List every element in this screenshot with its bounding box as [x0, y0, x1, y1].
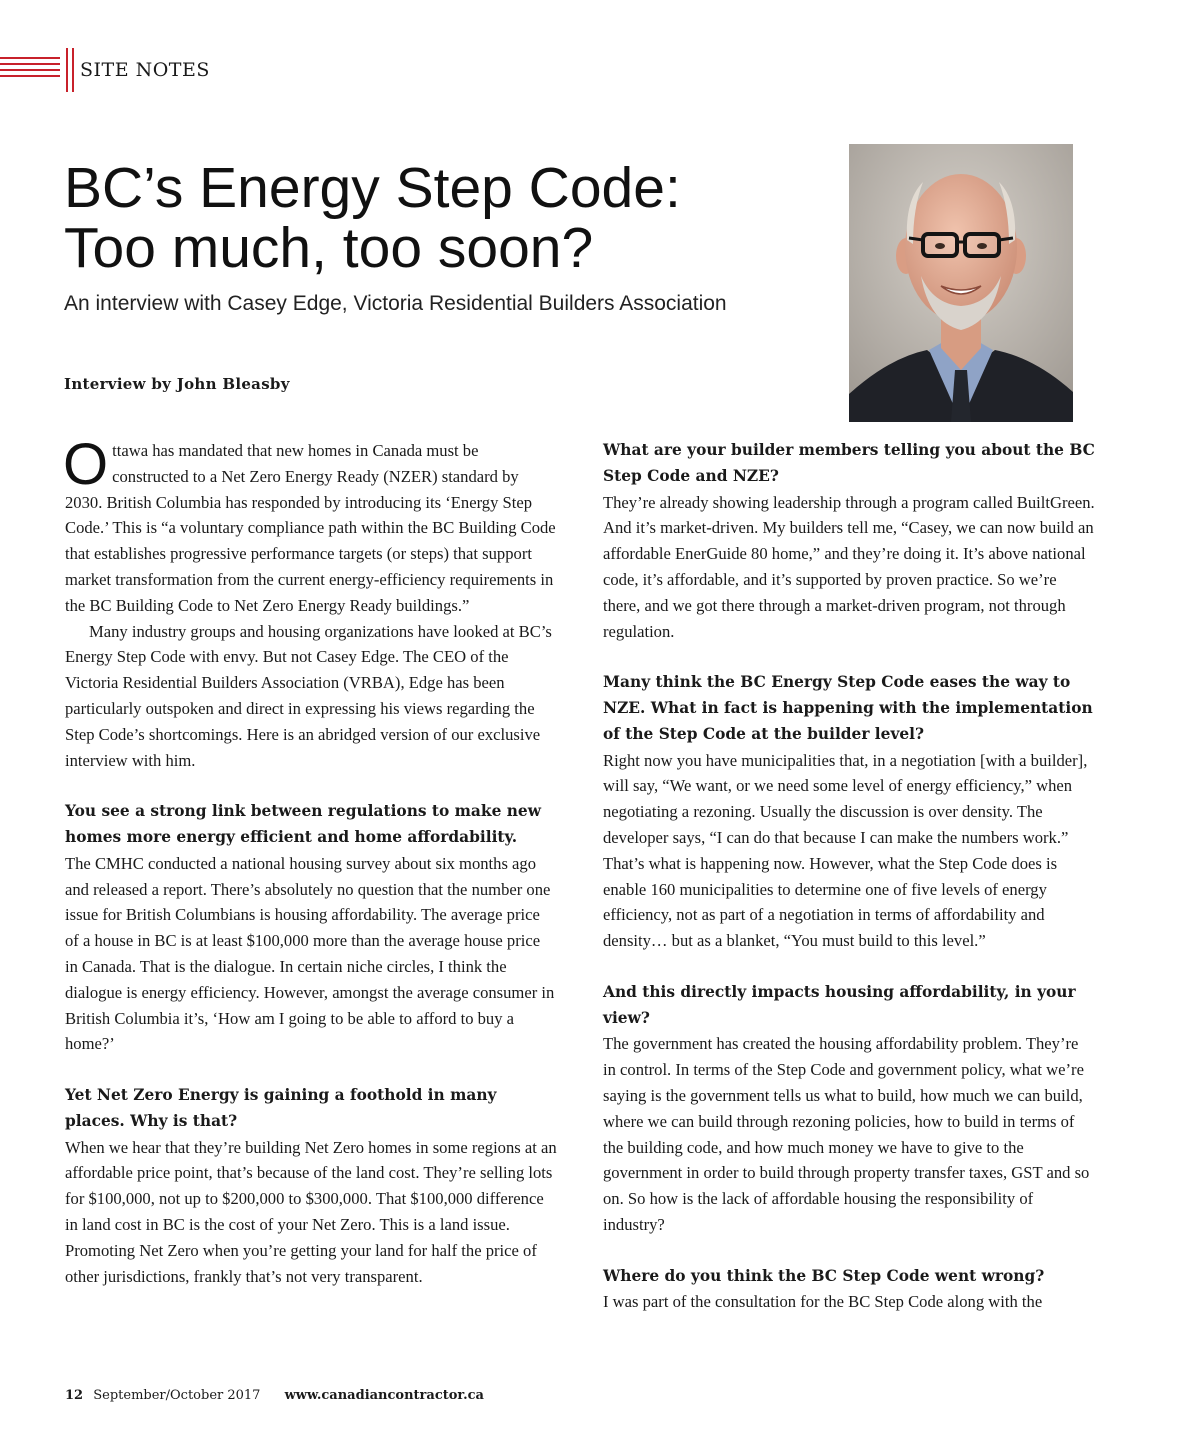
- article-title-line-2: Too much, too soon?: [64, 216, 594, 280]
- question-5: And this directly impacts housing affordability, in your view?: [603, 982, 1076, 1027]
- issue-date: September/October 2017: [93, 1388, 261, 1403]
- article-byline: Interview by John Bleasby: [64, 375, 290, 393]
- section-label: SITE NOTES: [80, 59, 210, 81]
- answer-4: Right now you have municipalities that, in a negotiation [with a builder], will say, “We want, or we need some level of energy efficiency,” when negotiating a rezoning. Usually the discussion is over density. The developer says, “I can do that because I can make the numbers work.” That’s what is happening now. However, what the Step Code does is enable 160 municipalities to determine one of five levels of energy efficiency, not as part of a negotiation in terms of affordability and density… but as a blanket, “You must build to this level.”: [603, 750, 1088, 951]
- article-title-line-1: BC’s Energy Step Code:: [64, 156, 681, 220]
- question-4: Many think the BC Energy Step Code eases the way to NZE. What in fact is happening with the implementation of the Step Code at the builder level?: [603, 673, 1093, 743]
- article-title: [64, 158, 824, 278]
- intro-paragraph-2: Many industry groups and housing organizations have looked at BC’s Energy Step Code with envy. But not Casey Edge. The CEO of the Victoria Residential Builders Association (VRBA), Edge has been particularly outspoken and direct in expressing his views regarding the Step Code’s shortcomings. Here is an abridged version of our exclusive interview with him.: [65, 621, 552, 770]
- answer-1: The CMHC conducted a national housing survey about six months ago and released a report. There’s absolutely no question that the number one issue for British Columbians is housing affordability. The average price of a house in BC is at least $100,000 more than the average house price in Canada. That is the dialogue. In certain niche circles, I think the dialogue is energy efficiency. However, amongst the average consumer in British Columbia it’s, ‘How am I going to be able to afford to buy a home?’: [65, 853, 555, 1054]
- website-link[interactable]: www.canadiancontractor.ca: [284, 1388, 484, 1403]
- page-footer: [65, 1388, 484, 1403]
- article-deck: An interview with Casey Edge, Victoria Residential Builders Association: [64, 292, 727, 315]
- right-column: [603, 438, 1095, 1315]
- portrait-photo-icon: [849, 144, 1073, 422]
- answer-6: I was part of the consultation for the BC Step Code along with the: [603, 1292, 1043, 1312]
- page-number: 12: [65, 1388, 84, 1403]
- section-rule-bars: [64, 48, 76, 92]
- intro-paragraph: [63, 432, 557, 619]
- section-rule-lines: [0, 57, 60, 83]
- answer-2: When we hear that they’re building Net Zero homes in some regions at an affordable price point, that’s because of the land cost. They’re selling lots for $100,000, not up to $200,000 to $300,000. That $100,000 difference in land cost in BC is the cost of your Net Zero. This is a land issue. Promoting Net Zero when you’re getting your land for half the price of other jurisdictions, frankly that’s not very transparent.: [65, 1137, 557, 1286]
- question-2: Yet Net Zero Energy is gaining a foothold in many places. Why is that?: [65, 1085, 497, 1130]
- drop-cap: O: [63, 432, 109, 497]
- answer-5: The government has created the housing affordability problem. They’re in control. In terms of the Step Code and government policy, what we’re saying is the government tells us what to build, how much we can build, where we can build through rezoning policies, how to build in terms of the building code, and how much money we have to give to the government in order to build through property transfer taxes, GST and so on. So how is the lack of affordable housing the responsibility of industry?: [603, 1034, 1090, 1234]
- answer-3: They’re already showing leadership through a program called BuiltGreen. And it’s market-driven. My builders tell me, “Casey, we can now build an affordable EnerGuide 80 home,” and they’re doing it. It’s above national code, it’s affordable, and it’s supported by proven practice. So we’re there, and we got there through a market-driven program, not through regulation.: [603, 492, 1095, 641]
- left-column: [63, 432, 557, 1289]
- question-6: Where do you think the BC Step Code went wrong?: [603, 1266, 1045, 1285]
- intro-text: ttawa has mandated that new homes in Canada must be constructed to a Net Zero Energy Ready (NZER) standard by 2030. British Columbia has responded by introducing its ‘Energy Step Code.’ This is “a voluntary compliance path within the BC Building Code that establishes progressive performance targets (or steps) that support market transformation from the current energy-efficiency requirements in the BC Building Code to Net Zero Energy Ready buildings.”: [65, 441, 556, 615]
- question-3: What are your builder members telling you about the BC Step Code and NZE?: [603, 441, 1095, 485]
- question-1: You see a strong link between regulations to make new homes more energy efficient and home affordability.: [65, 802, 541, 846]
